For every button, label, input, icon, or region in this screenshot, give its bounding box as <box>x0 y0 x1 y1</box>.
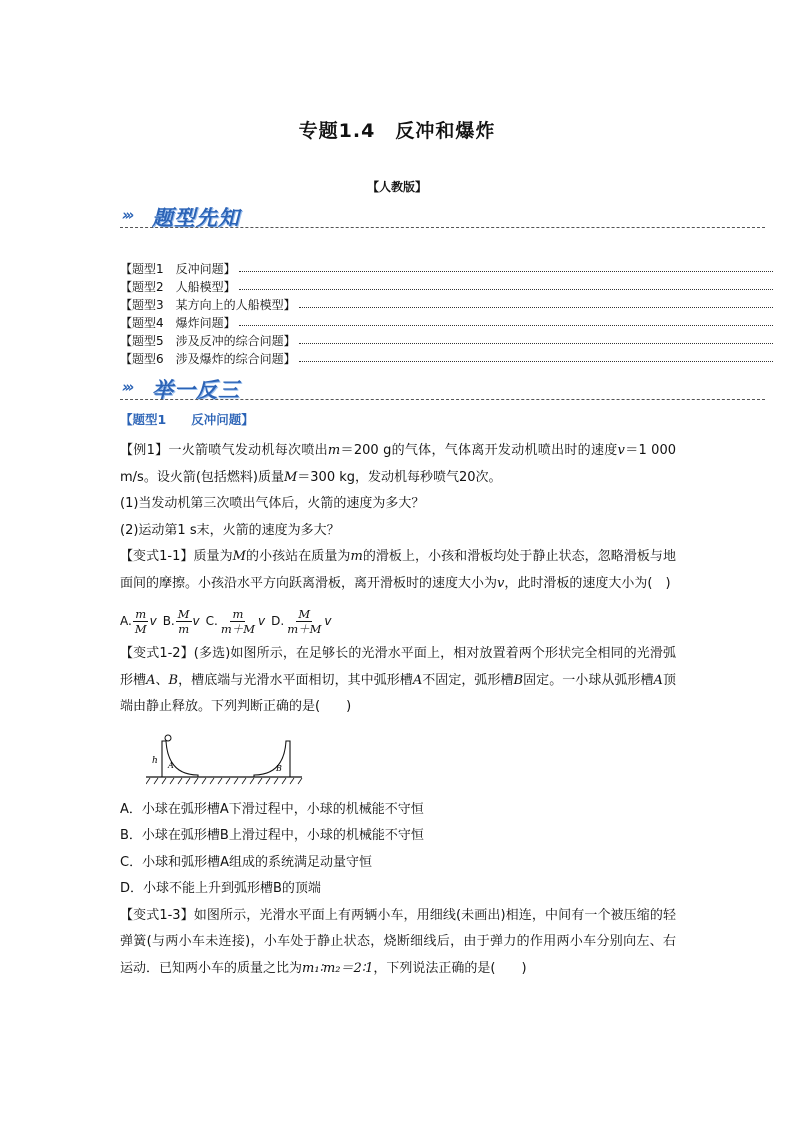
example-1: 【例1】一火箭喷气发动机每次喷出m＝200 g的气体，气体离开发动机喷出时的速度v＝1 000 m/s。设火箭(包括燃料)质量M＝300 kg，发动机每秒喷气20次。 <box>120 443 676 485</box>
table-of-contents <box>120 259 775 367</box>
fraction: $\frac{M}{m}$ <box>177 606 190 636</box>
triple-arrow-icon: ››› <box>122 378 132 396</box>
height-label: h <box>152 755 158 766</box>
fraction: $\frac{M}{m+M}$ <box>287 606 322 636</box>
slot-a <box>162 741 198 777</box>
triple-arrow-icon: ››› <box>122 206 132 224</box>
slot-b <box>254 741 290 777</box>
toc-leader <box>239 289 773 290</box>
option-b[interactable]: B. $\frac{M}{m}$ v <box>162 606 200 636</box>
ground-hatching <box>146 778 302 784</box>
variant-1-2: 【变式1-2】(多选)如图所示，在足够长的光滑水平面上，相对放置着两个形状完全相同的光滑弧形槽A、B，槽底端与光滑水平面相切，其中弧形槽A不固定，弧形槽B固定。一小球从弧形槽A顶端由静止释放。下列判断正确的是( ) <box>120 646 677 714</box>
toc-item[interactable] <box>120 295 775 313</box>
option-a[interactable]: A. $\frac{m}{M}$ v <box>120 606 157 636</box>
toc-item[interactable] <box>120 277 775 295</box>
variant-1-1: 【变式1-1】质量为M的小孩站在质量为m的滑板上，小孩和滑板均处于静止状态，忽略滑板与地面间的摩擦。小孩沿水平方向跃离滑板，离开滑板时的速度大小为v，此时滑板的速度大小为( ) <box>120 549 676 591</box>
page-title: 专题1.4 反冲和爆炸 <box>298 120 496 142</box>
toc-item-label: 【题型6 涉及爆炸的综合问题】 <box>120 352 296 366</box>
option-c[interactable]: C. $\frac{m}{m+M}$ v <box>205 606 266 636</box>
practice-banner <box>120 374 765 400</box>
arc-slots-diagram <box>146 727 306 789</box>
main-content <box>120 410 676 982</box>
choice-c[interactable]: C．小球和弧形槽A组成的系统满足动量守恒 <box>120 854 372 870</box>
toc-leader <box>299 307 773 308</box>
practice-banner-title: 举一反三 <box>152 378 240 402</box>
example-1-question-1: (1)当发动机第三次喷出气体后，火箭的速度为多大？ <box>120 496 425 511</box>
choice-b[interactable]: B．小球在弧形槽B上滑过程中，小球的机械能不守恒 <box>120 828 424 843</box>
variant-1-1-options <box>120 601 676 641</box>
slot-b-label: B <box>276 763 282 773</box>
toc-leader <box>239 271 773 272</box>
fraction: $\frac{m}{M}$ <box>134 606 147 636</box>
option-d[interactable]: D. $\frac{M}{m+M}$ v <box>271 606 332 636</box>
slot-a-label: A <box>168 760 174 770</box>
edition-label: 【人教版】 <box>366 180 427 194</box>
toc-item-label: 【题型3 某方向上的人船模型】 <box>120 298 296 312</box>
variant-1-3: 【变式1-3】如图所示，光滑水平面上有两辆小车，用细线(未画出)相连，中间有一个被压缩的轻弹簧(与两小车未连接)，小车处于静止状态，烧断细线后，由于弹力的作用两小车分别向左、右运动．已知两小车的质量之比为m₁∶m₂＝2∶1，下列说法正确的是( ) <box>120 907 677 976</box>
toc-leader <box>239 325 773 326</box>
choice-a[interactable]: A．小球在弧形槽A下滑过程中，小球的机械能不守恒 <box>120 801 424 817</box>
ball <box>165 735 171 741</box>
toc-item-label: 【题型4 爆炸问题】 <box>120 316 236 330</box>
toc-item[interactable] <box>120 331 775 349</box>
section-title: 【题型1 反冲问题】 <box>120 412 254 427</box>
toc-item-label: 【题型1 反冲问题】 <box>120 262 236 276</box>
toc-item-label: 【题型5 涉及反冲的综合问题】 <box>120 334 296 348</box>
toc-item[interactable] <box>120 313 775 331</box>
toc-banner <box>120 202 765 228</box>
banner-divider <box>120 399 765 400</box>
toc-banner-title: 题型先知 <box>152 206 240 230</box>
example-1-question-2: (2)运动第1 s末，火箭的速度为多大？ <box>120 522 340 538</box>
fraction: $\frac{m}{m+M}$ <box>220 606 256 636</box>
toc-item[interactable] <box>120 259 775 277</box>
toc-item-label: 【题型2 人船模型】 <box>120 280 236 294</box>
banner-divider <box>120 227 765 228</box>
toc-leader <box>299 343 773 344</box>
choice-d[interactable]: D．小球不能上升到弧形槽B的顶端 <box>120 881 321 896</box>
arc-slots-figure <box>146 727 676 789</box>
toc-leader <box>299 361 773 362</box>
toc-item[interactable] <box>120 349 775 367</box>
